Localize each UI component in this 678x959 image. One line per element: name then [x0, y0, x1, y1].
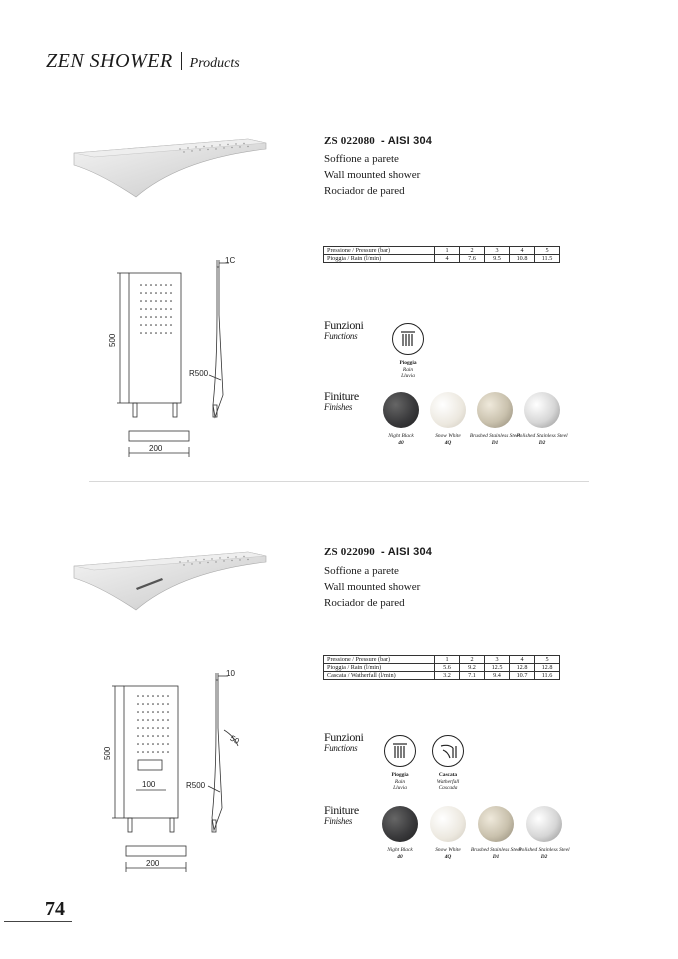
pressure-table: [323, 655, 560, 680]
table-row: [324, 672, 560, 680]
description-en: Wall mounted shower: [324, 581, 421, 593]
table-cell: 1: [435, 247, 460, 255]
finishes-title: Finiture: [324, 389, 359, 403]
finish-name: Snow White: [435, 433, 461, 439]
material-text: - AISI 304: [381, 546, 433, 558]
code-text: ZS 022090: [324, 546, 376, 558]
table-cell: 3.2: [435, 672, 460, 680]
table-cell: 2: [460, 247, 485, 255]
finish-name: Brushed Stainless Steel: [470, 847, 522, 853]
description-it: Soffione a parete: [324, 565, 399, 577]
product-descriptions: [324, 563, 420, 611]
table-row: [324, 255, 560, 263]
finish-code: D2: [538, 439, 546, 446]
dim-depth: 1C: [225, 256, 236, 265]
dim-radius: R500: [186, 781, 206, 790]
finish-code: 4Q: [444, 853, 452, 860]
finish-name: Polished Stainless Steel: [518, 847, 570, 853]
functions-subtitle: Functions: [324, 743, 358, 753]
finish-label: [513, 433, 571, 446]
finish-name: Polished Stainless Steel: [516, 433, 568, 439]
finish-code: D1: [492, 853, 500, 860]
section-title: Products: [189, 56, 240, 71]
function-name-en: Rain: [394, 778, 406, 785]
swatch-polished-steel: [526, 806, 562, 842]
dim-slot: 100: [142, 780, 156, 789]
page-number: 74: [45, 898, 65, 920]
dim-height: 500: [103, 746, 112, 760]
table-header-label: Pressione / Pressure (bar): [324, 656, 435, 664]
rain-icon: [392, 323, 424, 355]
technical-drawing: [105, 255, 255, 465]
table-cell: 9.2: [460, 664, 485, 672]
table-cell: 5: [535, 247, 560, 255]
description-es: Rociador de pared: [324, 597, 405, 609]
dim-height: 500: [108, 333, 117, 347]
swatch-snow-white: [430, 806, 466, 842]
table-cell: 4: [435, 255, 460, 263]
dim-radius: R500: [189, 369, 209, 378]
footer-line: [4, 921, 72, 922]
table-cell: 12.5: [485, 664, 510, 672]
table-cell: 11.5: [535, 255, 560, 263]
table-row: [324, 664, 560, 672]
table-cell: 10.8: [510, 255, 535, 263]
table-cell: 4: [510, 247, 535, 255]
finishes-subtitle: Finishes: [324, 816, 353, 826]
page-header: [46, 50, 240, 73]
function-name: Pioggia: [391, 772, 409, 778]
function-rain-label: [378, 360, 438, 380]
swatch-snow-white: [430, 392, 466, 428]
functions-title: Funzioni: [324, 730, 364, 744]
product-photo: [70, 135, 270, 207]
waterfall-icon: [432, 735, 464, 767]
finish-name: Snow White: [435, 847, 461, 853]
dim-width: 200: [149, 444, 163, 453]
table-header-label: Pressione / Pressure (bar): [324, 247, 435, 255]
swatch-polished-steel: [524, 392, 560, 428]
functions-subtitle: Functions: [324, 331, 358, 341]
finish-code: D2: [540, 853, 548, 860]
pressure-table: [323, 246, 560, 263]
dim-width: 200: [146, 859, 160, 868]
finish-name: Night Black: [388, 433, 414, 439]
finish-code: 40: [397, 853, 403, 860]
table-cell: 11.6: [535, 672, 560, 680]
table-cell: 7.6: [460, 255, 485, 263]
table-cell: 7.1: [460, 672, 485, 680]
table-row-label: Cascata / Watherfall (l/min): [324, 672, 435, 680]
finish-name: Brushed Stainless Steel: [469, 433, 521, 439]
function-name-es: Lluvia: [393, 785, 407, 791]
function-name-es: Lluvia: [401, 373, 415, 379]
swatch-night-black: [383, 392, 419, 428]
table-cell: 5: [535, 656, 560, 664]
finish-code: 4Q: [444, 439, 452, 446]
brand-title: ZEN SHOWER: [46, 50, 173, 72]
swatch-brushed-steel: [477, 392, 513, 428]
table-cell: 9.5: [485, 255, 510, 263]
finish-label: [515, 847, 573, 860]
function-name-en: Watherfall: [436, 778, 460, 785]
product-photo: [70, 548, 270, 620]
product-descriptions: [324, 151, 420, 199]
description-it: Soffione a parete: [324, 153, 399, 165]
table-header-row: [324, 656, 560, 664]
material-text: - AISI 304: [381, 135, 433, 147]
description-es: Rociador de pared: [324, 185, 405, 197]
finish-code: 40: [398, 439, 404, 446]
function-waterfall-label: [418, 772, 478, 792]
product-code: [324, 135, 432, 147]
function-name: Pioggia: [399, 360, 417, 366]
table-cell: 1: [435, 656, 460, 664]
functions-title: Funzioni: [324, 318, 364, 332]
function-name-en: Rain: [402, 366, 414, 373]
table-row-label: Pioggia / Rain (l/min): [324, 255, 435, 263]
finish-code: D1: [491, 439, 499, 446]
finishes-subtitle: Finishes: [324, 402, 353, 412]
function-name: Cascata: [438, 772, 458, 778]
swatch-night-black: [382, 806, 418, 842]
table-cell: 12.8: [535, 664, 560, 672]
product-code: [324, 546, 432, 558]
function-name-es: Cascada: [438, 785, 458, 791]
dim-depth: 10: [226, 669, 235, 678]
table-cell: 12.8: [510, 664, 535, 672]
table-cell: 2: [460, 656, 485, 664]
table-cell: 9.4: [485, 672, 510, 680]
description-en: Wall mounted shower: [324, 169, 421, 181]
table-cell: 10.7: [510, 672, 535, 680]
table-row-label: Pioggia / Rain (l/min): [324, 664, 435, 672]
rain-icon: [384, 735, 416, 767]
table-cell: 3: [485, 656, 510, 664]
table-cell: 5.6: [435, 664, 460, 672]
table-cell: 4: [510, 656, 535, 664]
table-header-row: [324, 247, 560, 255]
table-cell: 3: [485, 247, 510, 255]
finishes-title: Finiture: [324, 803, 359, 817]
technical-drawing: [100, 668, 260, 878]
finish-name: Night Black: [387, 847, 413, 853]
dim-angle: 50: [228, 733, 241, 746]
section-divider: [89, 481, 589, 482]
header-separator: [181, 52, 182, 70]
swatch-brushed-steel: [478, 806, 514, 842]
code-text: ZS 022080: [324, 135, 376, 147]
